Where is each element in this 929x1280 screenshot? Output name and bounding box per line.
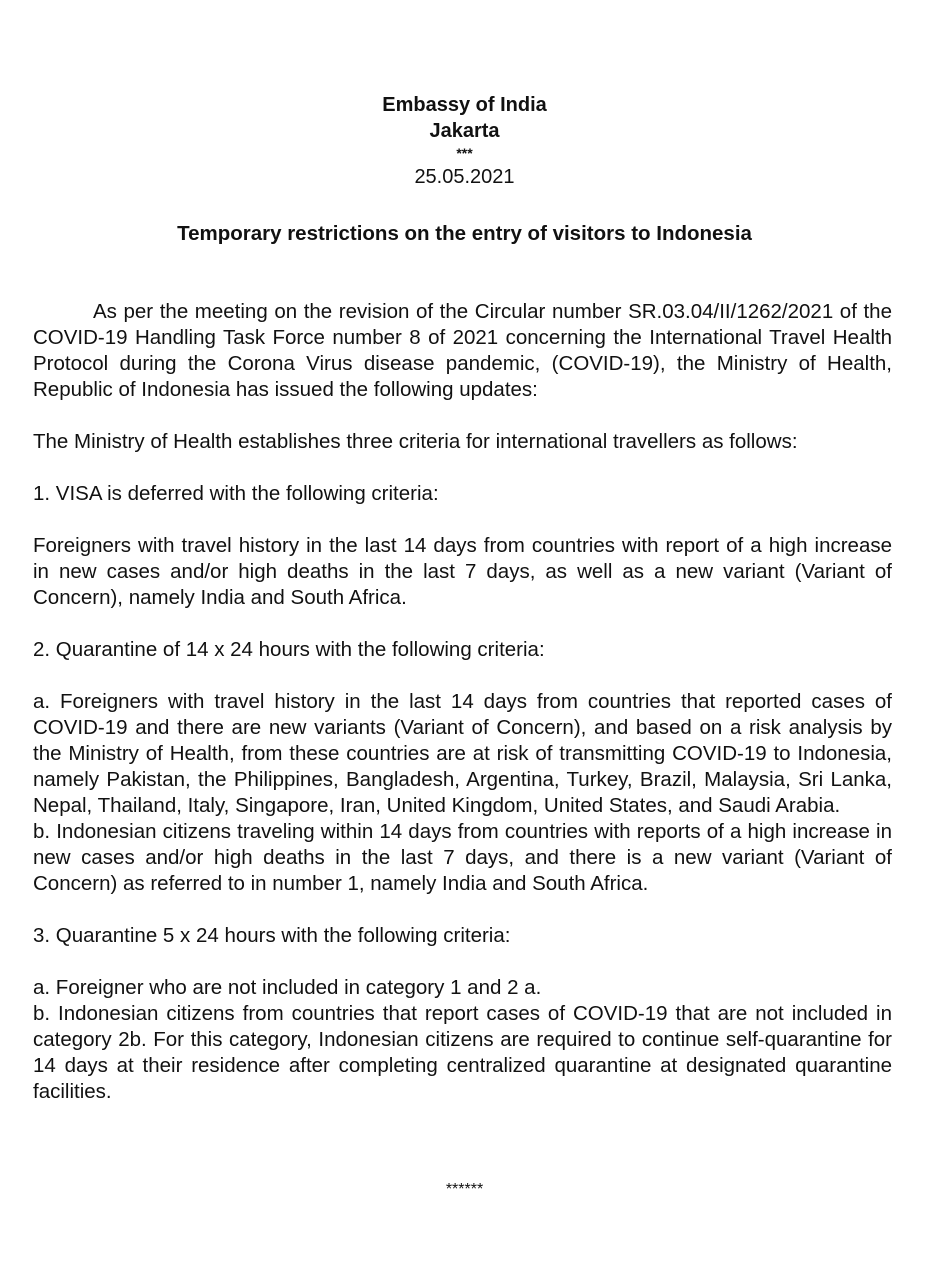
letterhead (0, 92, 929, 190)
organization-name: Embassy of India (382, 94, 547, 116)
city-name: Jakarta (429, 120, 500, 142)
document-subject: Temporary restrictions on the entry of visitors to Indonesia (177, 222, 752, 245)
document-body (33, 299, 892, 1105)
header-separator: *** (456, 145, 473, 161)
criteria-intro: The Ministry of Health establishes three criteria for international travellers as follows: (33, 430, 798, 453)
section2-item-a: a. Foreigners with travel history in the last 14 days from countries that reported cases of COVID-19 and there are new variants (Variant of Concern), and based on a risk analysis by the Ministry of Health, from these countries are at risk of transmitting COVID-19 to Indonesia, namely Pakistan, the Philippines, Bangladesh, Argentina, Turkey, Brazil, Malaysia, Sri Lanka, Nepal, Thailand, Italy, Singapore, Iran, United Kingdom, United States, and Saudi Arabia. (33, 690, 892, 817)
section1-text: Foreigners with travel history in the last 14 days from countries with report of a high increase in new cases and/or high deaths in the last 7 days, as well as a new variant (Variant of Concern), namely India and South Africa. (33, 534, 892, 609)
section3-item-b: b. Indonesian citizens from countries that report cases of COVID-19 that are not included in category 2b. For this category, Indonesian citizens are required to continue self-quarantine for 14 days at their residence after completing centralized quarantine at designated quarantine facilities. (33, 1002, 892, 1103)
document-date: 25.05.2021 (414, 166, 515, 188)
section2-item-b: b. Indonesian citizens traveling within 14 days from countries with reports of a high increase in new cases and/or high deaths in the last 7 days, and there is a new variant (Variant of Concern) as referred to in number 1, namely India and South Africa. (33, 820, 892, 895)
section1-heading: 1. VISA is deferred with the following criteria: (33, 482, 439, 505)
section2-heading: 2. Quarantine of 14 x 24 hours with the following criteria: (33, 638, 545, 661)
section3-item-a: a. Foreigner who are not included in category 1 and 2 a. (33, 976, 542, 999)
intro-paragraph: As per the meeting on the revision of the Circular number SR.03.04/II/1262/2021 of the COVID-19 Handling Task Force number 8 of 2021 concerning the International Travel Health Protocol during the Corona Virus disease pandemic, (COVID-19), the Ministry of Health, Republic of Indonesia has issued the following updates: (33, 300, 892, 401)
section3-heading: 3. Quarantine 5 x 24 hours with the following criteria: (33, 924, 511, 947)
footer-separator: ****** (445, 1181, 484, 1198)
